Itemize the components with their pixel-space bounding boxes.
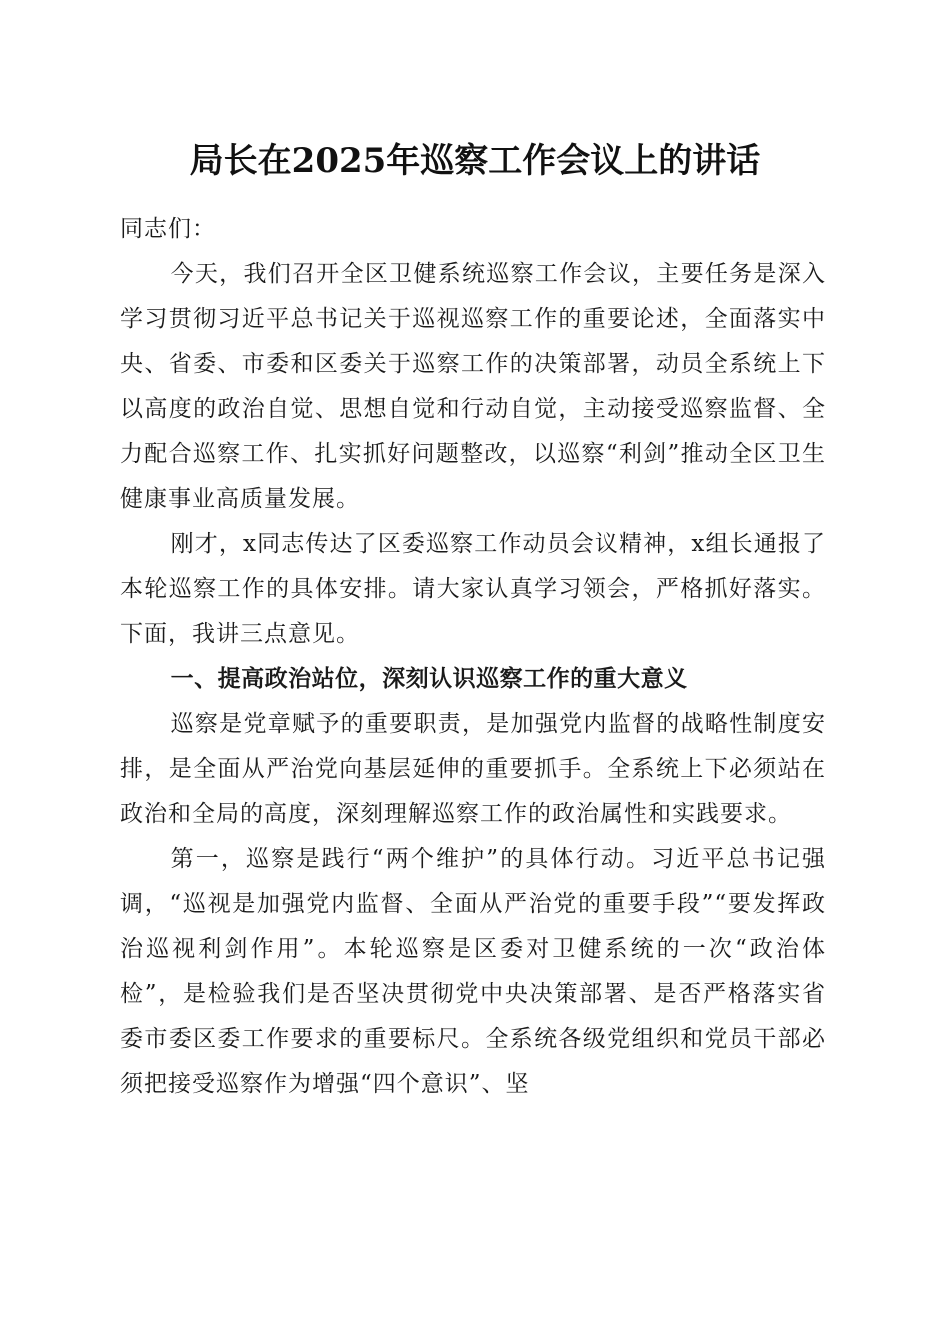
paragraph-opening: 今天，我们召开全区卫健系统巡察工作会议，主要任务是深入学习贯彻习近平总书记关于巡视巡察工作的重要论述，全面落实中央、省委、市委和区委关于巡察工作的决策部署，动员全系统上下以高度的政治自觉、思想自觉和行动自觉，主动接受巡察监督、全力配合巡察工作、扎实抓好问题整改，以巡察“利剑”推动全区卫生健康事业高质量发展。	[120, 261, 826, 512]
paragraph-briefing: 刚才，x同志传达了区委巡察工作动员会议精神，x组长通报了本轮巡察工作的具体安排。请大家认真学习领会，严格抓好落实。下面，我讲三点意见。	[120, 531, 826, 647]
section-heading-1: 一、提高政治站位，深刻认识巡察工作的重大意义	[170, 666, 688, 692]
paragraph-section-intro: 巡察是党章赋予的重要职责，是加强党内监督的战略性制度安排，是全面从严治党向基层延伸的重要抓手。全系统上下必须站在政治和全局的高度，深刻理解巡察工作的政治属性和实践要求。	[120, 711, 826, 827]
paragraph-point-1: 第一，巡察是践行“两个维护”的具体行动。习近平总书记强调，“巡视是加强党内监督、全面从严治党的重要手段”“要发挥政治巡视利剑作用”。本轮巡察是区委对卫健系统的一次“政治体检”，是检验我们是否坚决贯彻党中央决策部署、是否严格落实省委市委区委工作要求的重要标尺。全系统各级党组织和党员干部必须把接受巡察作为增强“四个意识”、坚	[120, 846, 826, 1097]
document-title: 局长在2025年巡察工作会议上的讲话	[189, 141, 761, 181]
document-body	[120, 207, 826, 1107]
salutation: 同志们：	[120, 216, 216, 242]
